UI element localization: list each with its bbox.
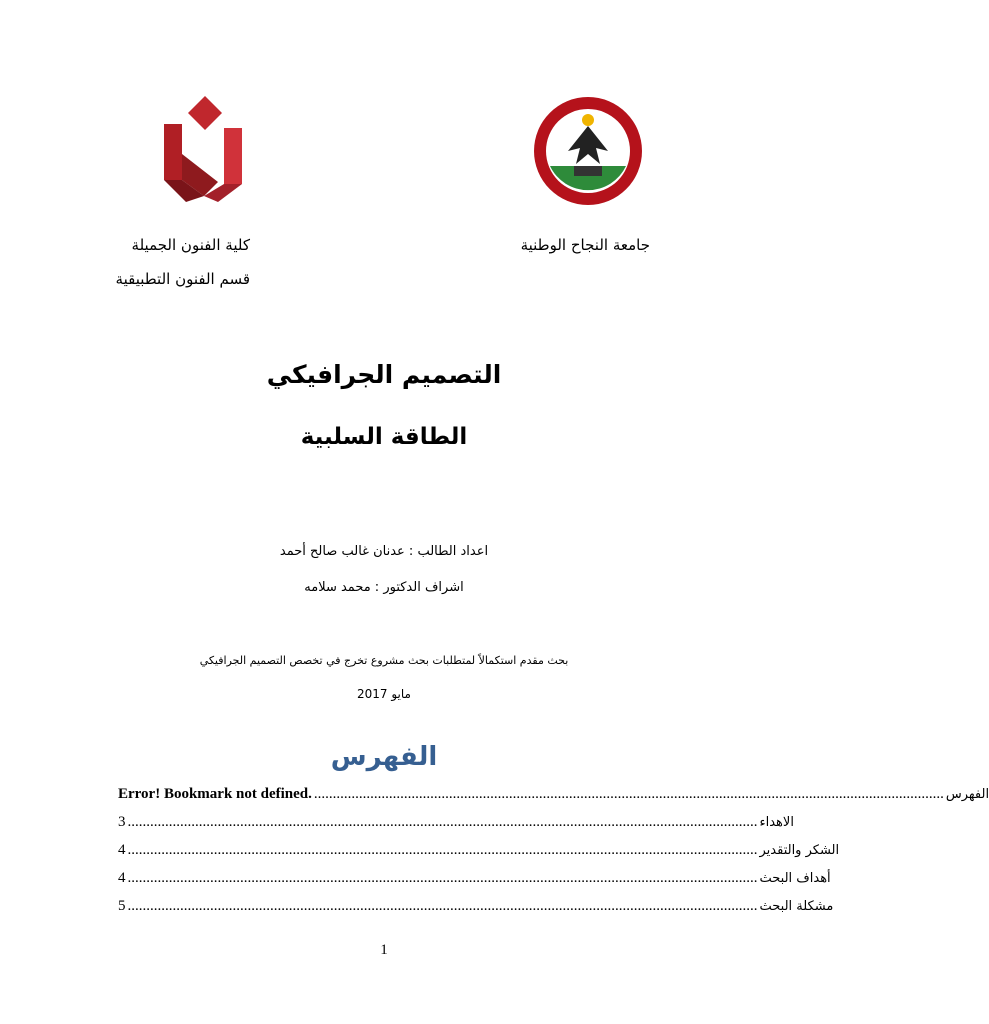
- document-title: التصميم الجرافيكي: [266, 360, 502, 389]
- toc-entry[interactable]: [118, 842, 840, 870]
- supervisor-credit: اشراف الدكتور : محمد سلامه: [304, 580, 464, 595]
- toc-entry[interactable]: [118, 814, 794, 842]
- university-seal-icon: [528, 96, 648, 206]
- toc-label: الفهرس: [945, 787, 989, 802]
- submission-date: مايو 2017: [357, 687, 411, 701]
- toc-heading: الفهرس: [330, 742, 438, 772]
- toc-entry[interactable]: [118, 786, 989, 814]
- university-name: جامعة النجاح الوطنية: [520, 236, 650, 254]
- toc-label: مشكلة البحث: [759, 899, 834, 914]
- toc-entry[interactable]: [118, 870, 831, 898]
- department-name: قسم الفنون التطبيقية: [115, 270, 250, 288]
- project-description: بحث مقدم استكمالاً لمتطلبات بحث مشروع تخرج في تخصص التصميم الجرافيكي: [199, 654, 569, 667]
- toc-page: 5: [118, 898, 126, 914]
- table-of-contents: [118, 786, 989, 926]
- toc-page: 4: [118, 842, 126, 858]
- student-credit: اعداد الطالب : عدنان غالب صالح أحمد: [279, 544, 489, 559]
- toc-label: أهداف البحث: [759, 871, 831, 886]
- toc-leader: ........................................................................................................................................................................: [127, 870, 758, 886]
- toc-leader: ........................................................................................................................................................................: [313, 786, 944, 802]
- toc-page: 4: [118, 870, 126, 886]
- page-number: 1: [380, 942, 388, 958]
- faculty-logo-icon: [158, 94, 252, 204]
- faculty-name: كلية الفنون الجميلة: [131, 236, 250, 254]
- toc-leader: ........................................................................................................................................................................: [127, 842, 758, 858]
- toc-label: الشكر والتقدير: [759, 843, 840, 858]
- document-subtitle: الطاقة السلبية: [300, 424, 468, 450]
- toc-entry[interactable]: [118, 898, 834, 926]
- toc-page: Error! Bookmark not defined.: [118, 786, 312, 802]
- toc-leader: ........................................................................................................................................................................: [127, 814, 758, 830]
- toc-page: 3: [118, 814, 126, 830]
- toc-leader: ........................................................................................................................................................................: [127, 898, 758, 914]
- toc-label: الاهداء: [759, 815, 794, 830]
